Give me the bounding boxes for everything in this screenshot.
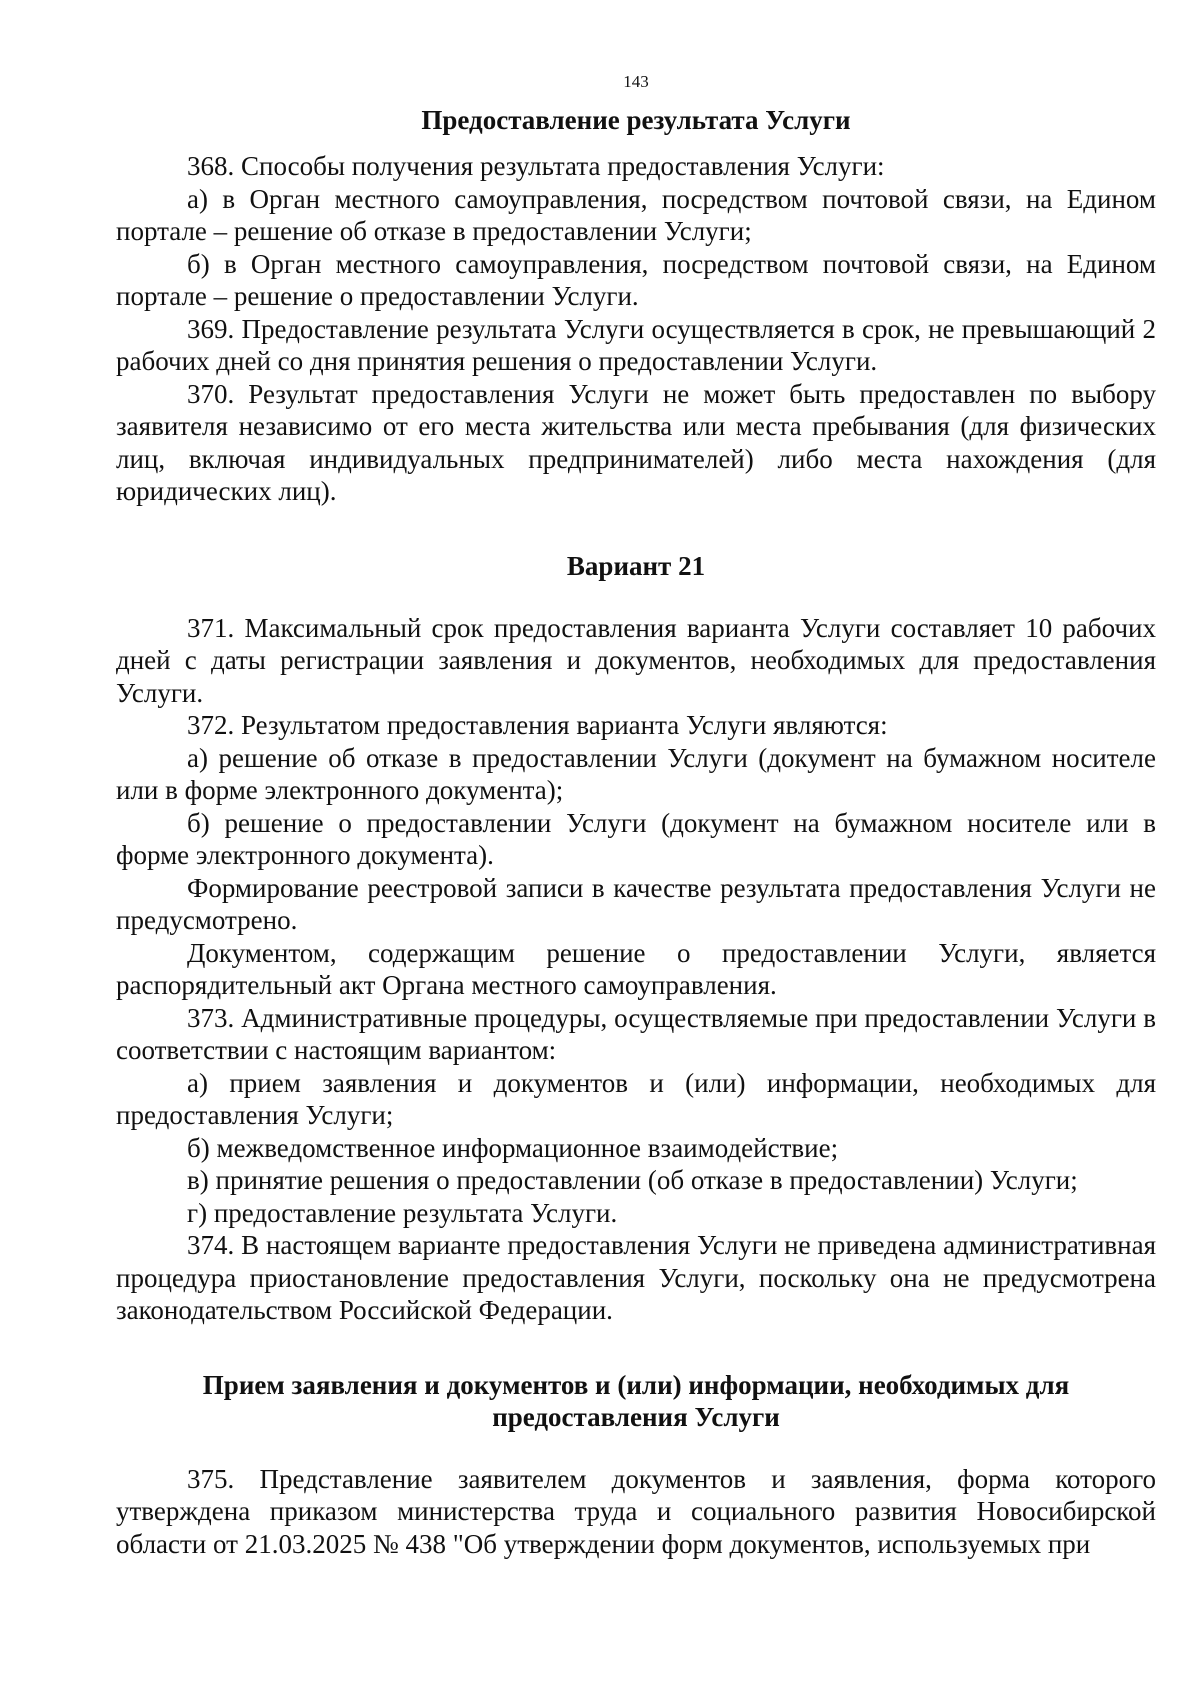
paragraph-372-a: а) решение об отказе в предоставлении Услуги (документ на бумажном носителе или в форме электронного документа);	[116, 742, 1156, 805]
paragraph-371: 371. Максимальный срок предоставления варианта Услуги составляет 10 рабочих дней с даты регистрации заявления и документов, необходимых для предоставления Услуги.	[116, 612, 1156, 708]
paragraph-368: 368. Способы получения результата предоставления Услуги:	[187, 151, 885, 181]
paragraph-368-b: б) в Орган местного самоуправления, посредством почтовой связи, на Едином портале – решение о предоставлении Услуги.	[116, 248, 1156, 311]
document-page	[116, 60, 1156, 1560]
paragraph-372: 372. Результатом предоставления варианта Услуги являются:	[187, 710, 888, 740]
paragraph-373-a: а) прием заявления и документов и (или) информации, необходимых для предоставления Услуги;	[116, 1067, 1156, 1130]
paragraph-372-b: б) решение о предоставлении Услуги (документ на бумажном носителе или в форме электронного документа).	[116, 807, 1156, 870]
section-title-line-2: предоставления Услуги	[492, 1401, 780, 1432]
section-title-result-delivery: Предоставление результата Услуги	[421, 105, 851, 135]
paragraph-374: 374. В настоящем варианте предоставления Услуги не приведена административная процедура приостановление предоставления Услуги, поскольку она не предусмотрена законодательством Российской Федерации.	[116, 1230, 1156, 1325]
paragraph-373-b: б) межведомственное информационное взаимодействие;	[187, 1132, 839, 1163]
page-number: 143	[623, 72, 649, 91]
section-title-variant-21: Вариант 21	[566, 550, 706, 581]
paragraph-370: 370. Результат предоставления Услуги не может быть предоставлен по выбору заявителя независимо от его места жительства или места пребывания (для физических лиц, включая индивидуальных предпринимателей) либо места нахождения (для юридических лиц).	[116, 378, 1156, 506]
paragraph-decision-document: Документом, содержащим решение о предоставлении Услуги, является распорядительный акт Органа местного самоуправления.	[116, 937, 1156, 1000]
section-title-application-intake	[116, 1369, 1156, 1433]
paragraph-373-g: г) предоставление результата Услуги.	[187, 1197, 618, 1228]
paragraph-373-v: в) принятие решения о предоставлении (об отказе в предоставлении) Услуги;	[187, 1165, 1078, 1195]
section-title-line-1: Прием заявления и документов и (или) информации, необходимых для	[202, 1369, 1070, 1400]
paragraph-375: 375. Представление заявителем документов и заявления, форма которого утверждена приказом министерства труда и социального развития Новосибирской области от 21.03.2025 № 438 "Об утверждении форм документов, используемых при	[116, 1463, 1156, 1559]
paragraph-368-a: а) в Орган местного самоуправления, посредством почтовой связи, на Едином портале – решение об отказе в предоставлении Услуги;	[116, 183, 1156, 246]
paragraph-369: 369. Предоставление результата Услуги осуществляется в срок, не превышающий 2 рабочих дней со дня принятия решения о предоставлении Услуги.	[116, 313, 1156, 376]
paragraph-373: 373. Административные процедуры, осуществляемые при предоставлении Услуги в соответствии с настоящим вариантом:	[116, 1002, 1156, 1065]
paragraph-registry-entry: Формирование реестровой записи в качестве результата предоставления Услуги не предусмотрено.	[116, 872, 1156, 935]
